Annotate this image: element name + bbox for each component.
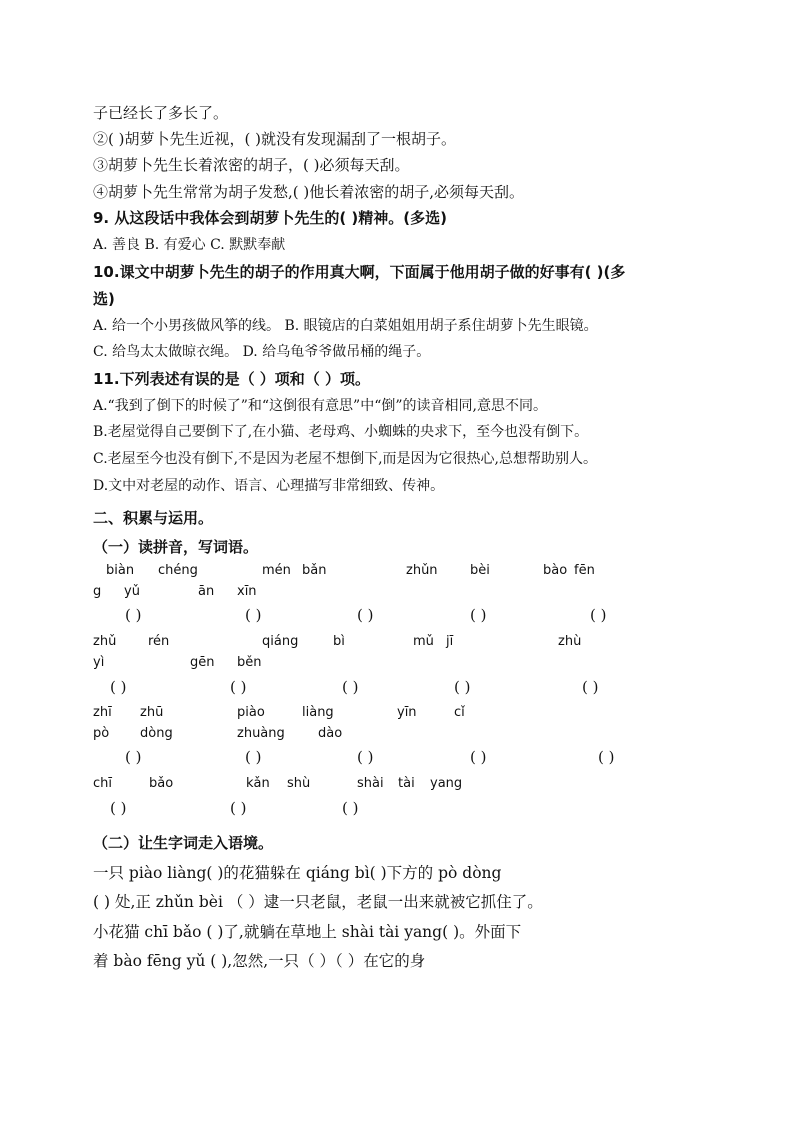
answer-blank[interactable]: ( )	[470, 748, 487, 766]
pinyin: biàn	[106, 563, 135, 578]
pinyin: qiáng	[262, 634, 299, 649]
pinyin: piào	[237, 705, 265, 720]
part-1-title: （一）读拼音，写词语。	[93, 538, 259, 556]
pinyin: yang	[430, 776, 463, 791]
q11-option-b: B.老屋觉得自己要倒下了,在小猫、老母鸡、小蜘蛛的央求下，至今也没有倒下。	[93, 424, 589, 440]
pinyin: dào	[318, 726, 343, 741]
answer-blank[interactable]: ( )	[245, 748, 262, 766]
pinyin: shù	[287, 776, 311, 791]
pinyin: fēn	[574, 563, 595, 578]
pinyin: kǎn	[246, 776, 270, 791]
pinyin: ān	[198, 584, 215, 599]
pinyin: rén	[148, 634, 170, 649]
pinyin: zhǔn	[406, 563, 438, 578]
context-line-1: 一只 piào liàng( )的花猫躲在 qiáng bì( )下方的 pò dòng	[93, 864, 502, 882]
answer-blank[interactable]: ( )	[357, 748, 374, 766]
q11-title: 11.下列表述有误的是（ ）项和（ ）项。	[93, 370, 371, 388]
q10-options-ab: A. 给一个小男孩做风筝的线。 B. 眼镜店的白菜姐姐用胡子系住胡萝卜先生眼镜。	[93, 318, 598, 334]
pinyin: g	[93, 584, 102, 599]
q10-title-2: 选)	[93, 290, 115, 308]
answer-blank[interactable]: ( )	[110, 678, 127, 696]
answer-blank[interactable]: ( )	[125, 606, 142, 624]
pinyin: liàng	[302, 705, 334, 720]
answer-blank[interactable]: ( )	[245, 606, 262, 624]
answer-blank[interactable]: ( )	[598, 748, 615, 766]
pinyin: gēn	[190, 655, 215, 670]
q8-line-2: ②( )胡萝卜先生近视，( )就没有发现漏刮了一根胡子。	[93, 130, 456, 148]
q11-option-a: A.“我到了倒下的时候了”和“这倒很有意思”中“倒”的读音相同,意思不同。	[93, 398, 547, 414]
pinyin: zhǔ	[93, 634, 117, 649]
pinyin: běn	[237, 655, 262, 670]
pinyin: mén	[262, 563, 291, 578]
answer-blank[interactable]: ( )	[590, 606, 607, 624]
section-2-title: 二、积累与运用。	[93, 509, 214, 527]
pinyin: bèi	[470, 563, 490, 578]
pinyin: yīn	[397, 705, 417, 720]
answer-blank[interactable]: ( )	[230, 799, 247, 817]
pinyin: zhù	[558, 634, 582, 649]
answer-blank[interactable]: ( )	[582, 678, 599, 696]
q10-options-cd: C. 给鸟太太做晾衣绳。 D. 给乌龟爷爷做吊桶的绳子。	[93, 344, 431, 360]
pinyin: yì	[93, 655, 105, 670]
context-line-4: 着 bào fēng yǔ ( ),忽然,一只（ ）（ ）在它的身	[93, 952, 426, 970]
answer-blank[interactable]: ( )	[125, 748, 142, 766]
pinyin: chéng	[158, 563, 198, 578]
answer-blank[interactable]: ( )	[342, 678, 359, 696]
pinyin: bǎn	[302, 563, 327, 578]
pinyin: yǔ	[124, 584, 140, 599]
pinyin: pò	[93, 726, 110, 741]
q11-option-c: C.老屋至今也没有倒下,不是因为老屋不想倒下,而是因为它很热心,总想帮助别人。	[93, 451, 598, 467]
pinyin: tài	[398, 776, 415, 791]
pinyin: bào	[543, 563, 568, 578]
pinyin: zhū	[140, 705, 164, 720]
q9-options: A. 善良 B. 有爱心 C. 默默奉献	[93, 237, 286, 253]
pinyin: xīn	[237, 584, 257, 599]
q9-title: 9. 从这段话中我体会到胡萝卜先生的( )精神。(多选)	[93, 209, 448, 227]
answer-blank[interactable]: ( )	[230, 678, 247, 696]
context-line-3: 小花猫 chī bǎo ( )了,就躺在草地上 shài tài yang( )。外面下	[93, 923, 522, 941]
part-2-title: （二）让生字词走入语境。	[93, 834, 274, 852]
answer-blank[interactable]: ( )	[342, 799, 359, 817]
q11-option-d: D.文中对老屋的动作、语言、心理描写非常细致、传神。	[93, 478, 445, 494]
pinyin: chī	[93, 776, 112, 791]
q8-line-4: ④胡萝卜先生常常为胡子发愁,( )他长着浓密的胡子,必须每天刮。	[93, 183, 525, 201]
q8-line-1: 子已经长了多长了。	[93, 104, 229, 122]
q10-title-1: 10.课文中胡萝卜先生的胡子的作用真大啊，下面属于他用胡子做的好事有( )(多	[93, 263, 626, 281]
pinyin: zhuàng	[237, 726, 285, 741]
answer-blank[interactable]: ( )	[470, 606, 487, 624]
q8-line-3: ③胡萝卜先生长着浓密的胡子，( )必须每天刮。	[93, 156, 410, 174]
pinyin: dòng	[140, 726, 173, 741]
pinyin: shài	[357, 776, 384, 791]
pinyin: cǐ	[454, 705, 465, 720]
context-line-2: ( ) 处,正 zhǔn bèi （ ）逮一只老鼠，老鼠一出来就被它抓住了。	[93, 893, 543, 911]
answer-blank[interactable]: ( )	[357, 606, 374, 624]
answer-blank[interactable]: ( )	[454, 678, 471, 696]
pinyin: mǔ	[413, 634, 434, 649]
pinyin: bǎo	[149, 776, 174, 791]
pinyin: bì	[333, 634, 345, 649]
pinyin: jī	[446, 634, 454, 649]
pinyin: zhī	[93, 705, 112, 720]
answer-blank[interactable]: ( )	[110, 799, 127, 817]
